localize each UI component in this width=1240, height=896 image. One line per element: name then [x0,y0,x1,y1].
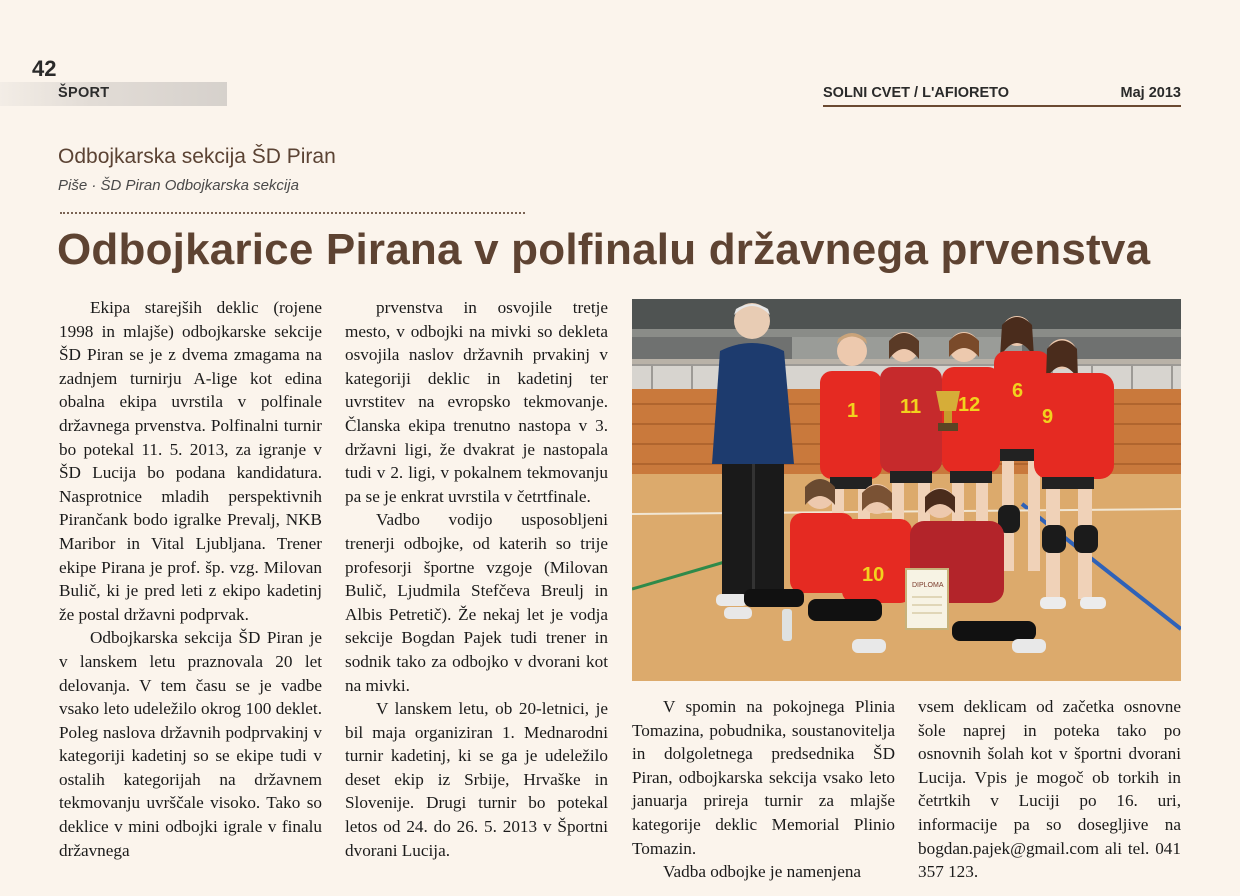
text-column-1 [59,296,322,862]
jersey-number-12: 12 [958,394,981,416]
jersey-number-11: 11 [900,396,922,418]
paragraph: vsem deklicam od začetka osnovne šole naprej in poteka tako po osnovnih šolah kot v športni dvorani Lucija. Vpis je mogoč ob torkih in četrtkih v Luciji po 16. uri, informacije pa so dosegljive na bogdan.pajek@gmail.com ali tel. 041 357 123. [918,697,1181,882]
article-headline: Odbojkarice Pirana v polfinalu državnega prvenstva [57,225,1151,274]
masthead [823,85,1181,107]
paragraph: Odbojkarska sekcija ŠD Piran je v lanskem letu praznovala 20 let delovanja. V tem času se je vadbe vsako leto udeležilo okrog 100 deklet. Poleg naslova državnih podprvakinj v kategoriji kadetinj so se ekipe tudi v ostalih kategorijah na državnem tekmovanju uvrščale visoko. Tako so deklice v mini odbojki igrale v finalu državnega [59,628,322,860]
paragraph: Ekipa starejših deklic (rojene 1998 in mlajše) odbojkarske sekcije ŠD Piran se je z dvema zmagama na zadnjem turnirju A-lige kot edina obalna ekipa uvrstila v polfinale državnega prvenstva. Polfinalni turnir bo potekal 11. 5. 2013, za igranje v ŠD Lucija bo podana kandidatura. Nasprotnice mladih perspektivnih Pirančank bodo igralke Prevalj, NKB Maribor in Vital Ljubljana. Trener ekipe Pirana je prof. šp. vzg. Milovan Bulič, ki je pred leti z ekipo kadetinj že postal državni podprvak. [59,298,322,624]
text-column-3 [632,695,895,884]
jersey-number-10: 10 [862,564,885,586]
publication-name: SOLNI CVET / L'AFIORETO [823,85,1010,101]
paragraph: V lanskem letu, ob 20-letnici, je bil maja organiziran 1. Mednarodni turnir kadetinj, ki se ga je udeležilo deset ekip iz Srbije, Hrvaške in Slovenije. Drugi turnir bo potekal letos od 24. do 26. 5. 2013 v Športni dvorani Lucija. [345,699,608,860]
paragraph: Vadbo vodijo usposobljeni trenerji odbojke, od katerih so trije profesorji športne vzgoje (Milovan Bulič, Ljudmila Stefčeva Breulj in Albis Petretič). Že nekaj let je vodja sekcije Bogdan Pajek tudi trener in sodnik tako za odbojko v dvorani kot na mivki. [345,510,608,695]
jersey-number-9: 9 [1042,406,1054,428]
paragraph: Vadba odbojke je namenjena [663,862,862,882]
jersey-number-1: 1 [847,400,859,422]
section-label: ŠPORT [58,85,110,101]
issue-date: Maj 2013 [1120,85,1181,101]
jersey-number-6: 6 [1012,380,1024,402]
dotted-divider [60,212,525,214]
paragraph: prvenstva in osvojile tretje mesto, v odbojki na mivki so dekleta osvojila naslov državnih prvakinj v kategoriji deklic in kadetinj ter uvrstitev na evropsko tekmovanje. Članska ekipa trenutno nastopa v 3. državni ligi, že dvakrat je nastopala tudi v 2. ligi, v pokalnem tekmovanju pa se je enkrat uvrstila v četrtfinale. [345,298,608,506]
paragraph: V spomin na pokojnega Plinia Tomazina, pobudnika, soustanovitelja in dolgoletnega predsednika ŠD Piran, odbojkarska sekcija vsako leto januarja prireja turnir za mlajše kategorije deklic Memorial Plinio Tomazin. [632,697,895,858]
team-photo-illustration [632,299,1181,681]
section-bar [0,82,227,106]
article-kicker: Odbojkarska sekcija ŠD Piran [58,145,336,168]
article-byline: Piše · ŠD Piran Odbojkarska sekcija [58,177,299,194]
page-number: 42 [32,56,57,81]
diploma-label: DIPLOMA [912,582,944,589]
text-column-2 [345,296,608,862]
team-photo [632,299,1181,681]
text-column-4 [918,695,1181,884]
